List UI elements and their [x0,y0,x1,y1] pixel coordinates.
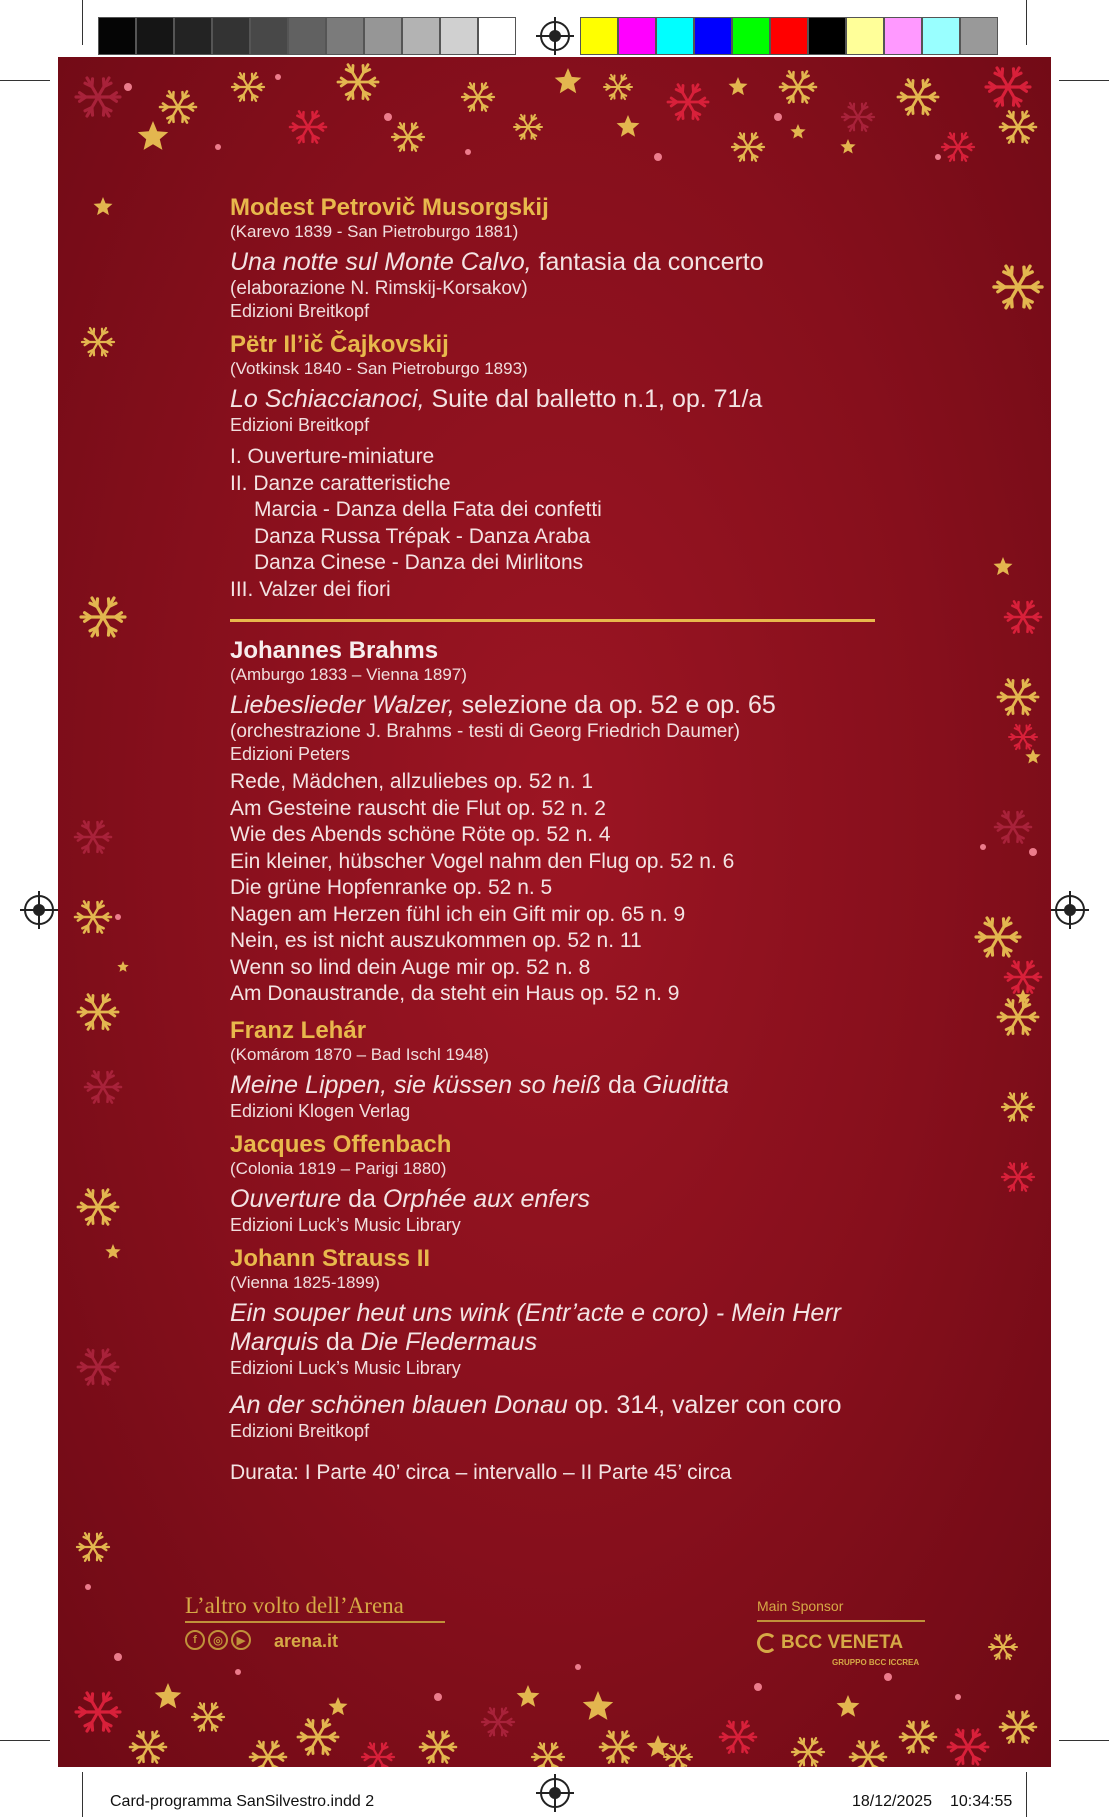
star-icon [555,68,582,93]
sponsor-name: BCC VENETA [781,1632,904,1653]
program-entry-brahms [230,638,880,1008]
song-item: Am Donaustrande, da steht ein Haus op. 52 n. 9 [230,982,680,1005]
snowflake-icon [392,123,424,151]
program-entry-musorgskij [230,195,880,322]
light-dot [85,1584,91,1590]
movement-item: Marcia - Danza della Fata dei confetti [254,498,602,521]
movement-list [230,444,880,603]
registration-mark-right [1055,895,1085,925]
snowflake-icon [900,1721,936,1752]
color-swatch [960,17,998,55]
snowflake-icon [989,1635,1017,1659]
sponsor-underline [757,1620,925,1622]
work-title: Una notte sul Monte Calvo, fantasia da concerto [230,248,764,276]
star-icon [617,115,640,137]
movement-item: I. Ouverture-miniature [230,445,435,468]
social-links [185,1630,251,1650]
program-content [230,195,880,1486]
movement-item: Danza Cinese - Danza dei Mirlitons [254,551,584,574]
composer-dates: (Karevo 1839 - San Pietroburgo 1881) [230,222,519,241]
snowflake-icon [290,111,326,142]
duration-text: Durata: I Parte 40’ circa – intervallo – II Parte 45’ circa [230,1460,732,1484]
composer-name: Johann Strauss II [230,1244,431,1272]
color-swatch [402,17,440,55]
song-item: Die grüne Hopfenranke op. 52 n. 5 [230,876,553,899]
snowflake-icon [462,83,494,111]
snowflake-icon [192,1703,224,1731]
snowflake-icon [1002,1163,1034,1191]
light-dot [884,1673,892,1681]
publisher: Edizioni Breitkopf [230,301,370,321]
snowflake-icon [1000,1711,1036,1742]
snowflake-icon [532,1743,564,1767]
brand-logo: L’altro volto dell’Arena [185,1593,404,1618]
program-entry-cajkovskij [230,332,880,603]
work-title: Ouverture da Orphée aux enfers [230,1184,590,1213]
light-dot [434,1693,442,1701]
star-icon [105,1244,120,1259]
cmyk-color-bar [580,17,998,55]
light-dot [754,1683,762,1691]
work-title: Meine Lippen, sie küssen so heiß da Giuditta [230,1070,729,1099]
star-icon [94,197,113,215]
light-dot [215,144,221,150]
composer-dates: (Amburgo 1833 – Vienna 1897) [230,665,467,684]
slug-time: 10:34:55 [950,1793,1013,1810]
snowflake-icon [986,68,1030,106]
snowflake-icon [948,1730,988,1765]
crop-mark [1059,1740,1109,1741]
snowflake-icon [604,75,632,99]
snowflake-icon [842,103,874,131]
light-dot [575,1664,581,1670]
intermission-divider [230,619,875,622]
snowflake-icon [1005,961,1041,992]
publisher: Edizioni Breitkopf [230,1420,370,1441]
snowflake-icon [720,1721,756,1752]
work-title: Lo Schiaccianoci, Suite dal balletto n.1, op. 71/a [230,385,763,413]
publisher: Edizioni Peters [230,744,351,764]
crop-mark [0,1740,50,1741]
color-swatch [250,17,288,55]
snowflake-icon [232,73,264,101]
color-swatch [364,17,402,55]
work-title: Liebeslieder Walzer, selezione da op. 52 e op. 65 [230,691,776,719]
slug-date: 18/12/2025 [852,1793,933,1810]
instagram-icon[interactable]: ◎ [208,1630,228,1650]
registration-mark-top [540,21,570,51]
brand-underline [185,1621,445,1623]
snowflake-icon [75,901,111,932]
facebook-icon[interactable]: f [185,1630,205,1650]
star-icon [138,121,168,150]
color-swatch [580,17,618,55]
youtube-icon[interactable]: ▶ [231,1630,251,1650]
light-dot [124,83,132,91]
star-icon [583,1691,613,1720]
composer-dates: (Komárom 1870 – Bad Ischl 1948) [230,1044,489,1064]
snowflake-icon [998,680,1038,715]
snowflake-icon [78,995,118,1030]
sponsor-label: Main Sponsor [757,1598,844,1614]
light-dot [654,153,662,161]
work-note: (elaborazione N. Rimskij-Korsakov) [230,278,528,299]
color-swatch [326,17,364,55]
snowflake-icon [1000,111,1036,142]
composer-name: Johannes Brahms [230,637,439,664]
color-swatch [478,17,516,55]
song-list [230,769,880,1008]
crop-mark [82,1772,83,1817]
composer-name: Franz Lehár [230,1016,367,1044]
snowflake-icon [850,1741,886,1767]
registration-mark-bottom [540,1778,570,1808]
slug-filename: Card-programma SanSilvestro.indd 2 [110,1793,375,1810]
snowflake-icon [130,1731,166,1762]
snowflake-icon [942,133,974,161]
snowflake-icon [668,85,708,120]
sponsor-subtitle: GRUPPO BCC ICCREA [832,1658,920,1667]
movement-item: III. Valzer dei fiori [230,577,391,601]
snowflake-icon [81,598,125,636]
snowflake-icon [1005,601,1041,632]
publisher: Edizioni Klogen Verlag [230,1100,411,1121]
snowflake-icon [664,1745,692,1767]
snowflake-icon [898,80,938,115]
work-note: (orchestrazione J. Brahms - testi di Georg Friedrich Daumer) [230,721,740,742]
song-item: Wie des Abends schöne Röte op. 52 n. 4 [230,823,611,846]
publisher: Edizioni Breitkopf [230,415,370,435]
color-swatch [136,17,174,55]
snowflake-icon [732,133,764,161]
snowflake-icon [85,1071,121,1102]
color-swatch [694,17,732,55]
bcc-logo-icon [757,1633,777,1653]
crop-mark [1026,0,1027,45]
snowflake-icon [1002,1093,1034,1121]
composer-dates: (Vienna 1825-1899) [230,1272,380,1292]
program-entry-strauss [230,1246,880,1442]
snowflake-icon [362,1743,394,1767]
star-icon [117,961,128,972]
light-dot [384,113,392,121]
snowflake-icon [994,266,1042,308]
composer-name: Jacques Offenbach [230,1130,452,1158]
color-swatch [808,17,846,55]
song-item: Nein, es ist nicht auszukommen op. 52 n. 11 [230,929,642,952]
snowflake-icon [976,918,1020,956]
color-swatch [770,17,808,55]
song-item: Am Gesteine rauscht die Flut op. 52 n. 2 [230,796,606,820]
snowflake-icon [338,65,378,100]
composer-name: Modest Petrovič Musorgskij [230,194,549,221]
snowflake-icon [482,1708,514,1736]
snowflake-icon [998,1000,1038,1035]
snowflake-icon [792,1738,824,1766]
star-icon [994,557,1013,575]
work-title: An der schönen blauen Donau op. 314, valzer con coro [230,1390,842,1419]
song-item: Rede, Mädchen, allzuliebes op. 52 n. 1 [230,770,594,793]
light-dot [774,113,782,121]
song-item: Nagen am Herzen fühl ich ein Gift mir op. 65 n. 9 [230,902,686,926]
snowflake-icon [77,1533,109,1561]
light-dot [1029,848,1037,856]
sponsor-logo [757,1632,903,1654]
color-swatch [174,17,212,55]
light-dot [275,74,281,80]
program-entry-offenbach [230,1132,880,1236]
publisher: Edizioni Luck’s Music Library [230,1357,461,1378]
grayscale-color-bar [98,17,516,55]
star-icon [790,124,805,139]
crop-mark [1059,80,1109,81]
snowflake-icon [420,1731,456,1762]
snowflake-icon [514,115,542,139]
snowflake-icon [250,1741,286,1767]
star-icon [1025,749,1040,764]
song-item: Ein kleiner, hübscher Vogel nahm den Flug op. 52 n. 6 [230,849,735,873]
star-icon [155,1683,182,1708]
song-item: Wenn so lind dein Auge mir op. 52 n. 8 [230,955,591,979]
color-swatch [846,17,884,55]
snowflake-icon [78,1350,118,1385]
snowflake-icon [780,71,816,102]
publisher: Edizioni Luck’s Music Library [230,1214,461,1235]
color-swatch [440,17,478,55]
light-dot [115,914,121,920]
snowflake-icon [298,1720,338,1755]
color-swatch [288,17,326,55]
color-swatch [922,17,960,55]
color-swatch [884,17,922,55]
snowflake-icon [160,91,196,122]
star-icon [329,1697,348,1715]
light-dot [980,844,986,850]
light-dot [935,154,941,160]
color-swatch [732,17,770,55]
composer-dates: (Colonia 1819 – Parigi 1880) [230,1158,447,1178]
color-swatch [618,17,656,55]
star-icon [837,1695,860,1717]
light-dot [465,149,471,155]
star-icon [840,139,855,154]
movement-item: II. Danze caratteristiche [230,471,451,495]
color-swatch [212,17,250,55]
star-icon [517,1685,540,1707]
crop-mark [82,0,83,45]
snowflake-icon [1009,725,1037,749]
snowflake-icon [75,821,111,852]
snowflake-icon [78,1190,118,1225]
crop-mark [0,80,50,81]
website-link[interactable]: arena.it [274,1631,339,1651]
light-dot [235,1669,241,1675]
composer-name: Pëtr Il’ič Čajkovskij [230,331,449,358]
snowflake-icon [76,78,120,116]
snowflake-icon [995,811,1031,842]
color-swatch [98,17,136,55]
snowflake-icon [76,1693,120,1731]
work-title: Ein souper heut uns wink (Entr’acte e coro) - Mein Herr Marquis da Die Fledermaus [230,1298,841,1356]
light-dot [955,1694,961,1700]
registration-mark-left [24,895,54,925]
color-swatch [656,17,694,55]
snowflake-icon [82,328,114,356]
crop-mark [1026,1772,1027,1817]
snowflake-icon [600,1731,636,1762]
composer-dates: (Votkinsk 1840 - San Pietroburgo 1893) [230,359,528,378]
star-icon [729,77,748,95]
movement-item: Danza Russa Trépak - Danza Araba [254,524,591,548]
light-dot [114,1653,122,1661]
program-entry-lehar [230,1018,880,1122]
